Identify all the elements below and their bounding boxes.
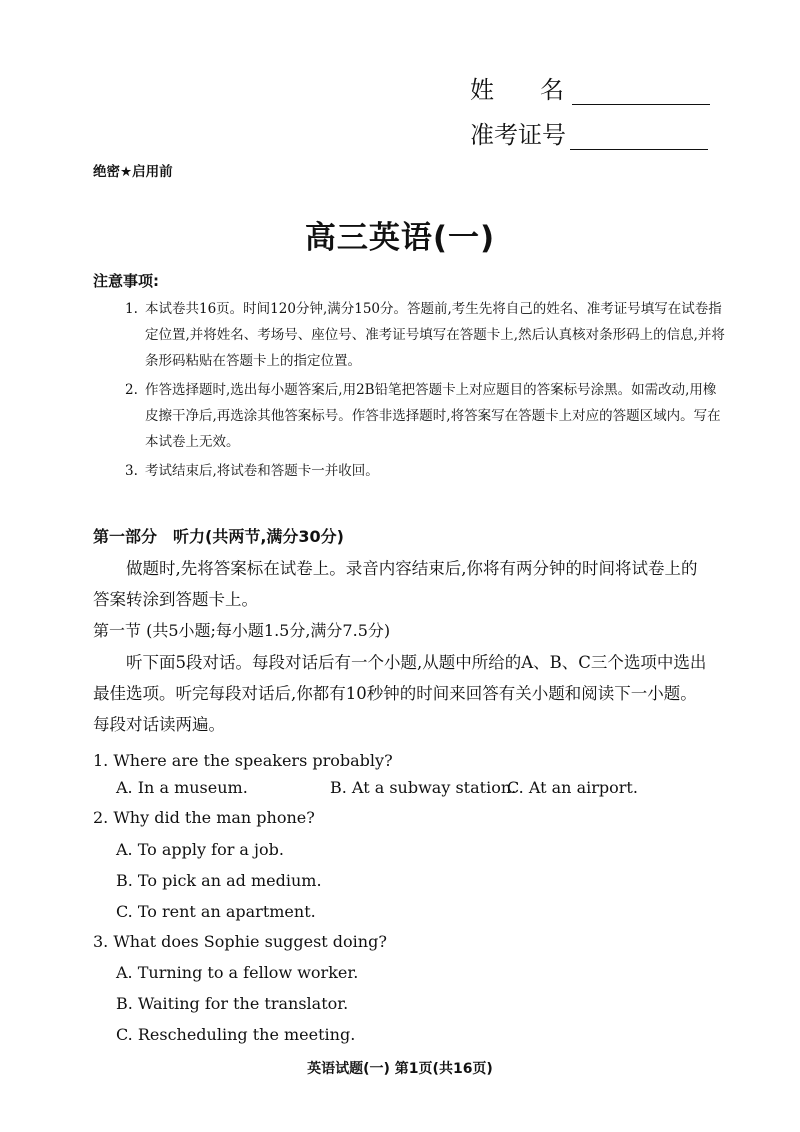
part1-heading-number: 第一部分 xyxy=(93,527,158,546)
question-stem: 1. Where are the speakers probably? xyxy=(93,751,393,770)
notice-heading: 注意事项: xyxy=(93,272,159,290)
question-option: B. Waiting for the translator. xyxy=(116,994,349,1013)
part1-heading xyxy=(93,524,344,547)
question-option: A. Turning to a fellow worker. xyxy=(116,963,359,982)
name-label: 姓名 xyxy=(470,76,610,104)
notice-item-text: 作答选择题时,选出每小题答案后,用2B铅笔把答题卡上对应题目的答案标号涂黑。如需改动,用橡皮擦干净后,再选涂其他答案标号。作答非选择题时,将答案写在答题卡上对应的答题区域内。写在本试卷上无效。 xyxy=(145,382,721,450)
name-field xyxy=(470,70,710,105)
question-option: B. To pick an ad medium. xyxy=(116,871,322,890)
part1-intro: 做题时,先将答案标在试卷上。录音内容结束后,你将有两分钟的时间将试卷上的答案转涂到答题卡上。 xyxy=(93,559,698,609)
question-option: C. At an airport. xyxy=(507,778,638,797)
question-option: C. Rescheduling the meeting. xyxy=(116,1025,356,1044)
ticket-number-label: 准考证号 xyxy=(470,121,566,149)
notice-list xyxy=(125,296,725,487)
part1-heading-title: 听力(共两节,满分30分) xyxy=(173,527,344,546)
ticket-number-blank-line xyxy=(570,121,708,150)
notice-item-text: 本试卷共16页。时间120分钟,满分150分。答题前,考生先将自己的姓名、准考证号填写在试卷指定位置,并将姓名、考场号、座位号、准考证号填写在答题卡上,然后认真核对条形码上的信息,并将条形码粘贴在答题卡上的指定位置。 xyxy=(145,301,725,369)
notice-item-number: 3. xyxy=(125,463,138,479)
question-stem: 2. Why did the man phone? xyxy=(93,808,315,827)
exam-title: 高三英语(一) xyxy=(304,220,496,256)
question-stem: 3. What does Sophie suggest doing? xyxy=(93,932,387,951)
question-option: A. In a museum. xyxy=(116,778,248,797)
notice-item xyxy=(125,296,725,374)
notice-item-number: 1. xyxy=(125,301,138,317)
question-option: C. To rent an apartment. xyxy=(116,902,316,921)
question-option: A. To apply for a job. xyxy=(116,840,284,859)
notice-item-number: 2. xyxy=(125,382,138,398)
question-option: B. At a subway station. xyxy=(330,778,517,797)
notice-item xyxy=(125,458,725,484)
notice-item-text: 考试结束后,将试卷和答题卡一并收回。 xyxy=(145,463,379,479)
ticket-number-field xyxy=(470,115,708,150)
page-footer: 英语试题(一) 第1页(共16页) xyxy=(307,1061,493,1077)
name-blank-line xyxy=(572,76,710,105)
notice-item xyxy=(125,377,725,455)
secret-mark: 绝密★启用前 xyxy=(93,164,173,180)
section1-heading: 第一节 (共5小题;每小题1.5分,满分7.5分) xyxy=(93,621,391,640)
section1-intro: 听下面5段对话。每段对话后有一个小题,从题中所给的A、B、C三个选项中选出最佳选项。听完每段对话后,你都有10秒钟的时间来回答有关小题和阅读下一小题。每段对话读两遍。 xyxy=(93,653,707,734)
